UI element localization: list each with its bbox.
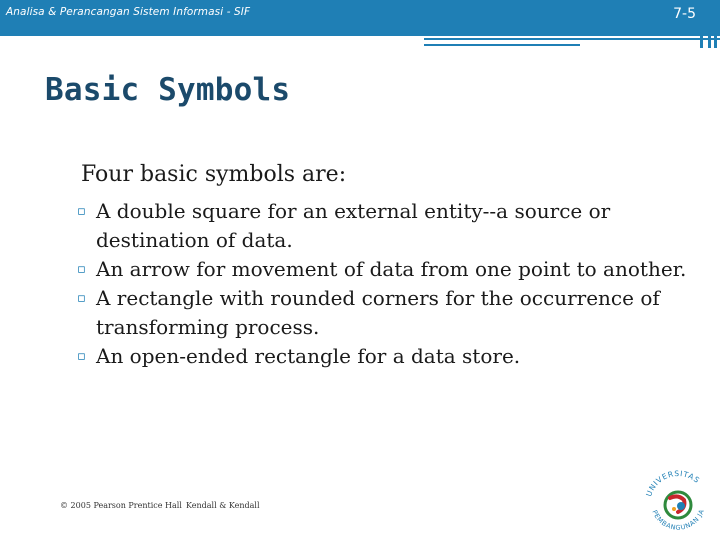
- bullet-item: [74, 342, 694, 371]
- bullet-marker-icon: ▫: [77, 262, 86, 277]
- bullet-text: An open-ended rectangle for a data store.: [96, 344, 521, 368]
- header-decoration-bar: [714, 0, 717, 48]
- bullet-item: [74, 284, 694, 342]
- header-decoration-bar: [708, 0, 711, 48]
- bullet-list: [74, 197, 694, 371]
- footer-authors: Kendall & Kendall: [186, 501, 260, 510]
- university-logo: [640, 458, 716, 538]
- bullet-text: An arrow for movement of data from one point to another.: [96, 257, 687, 281]
- bullet-item: [74, 255, 694, 284]
- bullet-marker-icon: ▫: [77, 349, 86, 364]
- bullet-text: A rectangle with rounded corners for the occurrence of transforming process.: [96, 286, 660, 339]
- header-rule: [424, 44, 580, 46]
- slide-title: Basic Symbols: [45, 72, 291, 108]
- bullet-marker-icon: ▫: [77, 291, 86, 306]
- slide-number: 7-5: [673, 6, 696, 22]
- intro-text: Four basic symbols are:: [81, 162, 347, 187]
- course-title: Analisa & Perancangan Sistem Informasi - SIF: [6, 6, 251, 18]
- bullet-marker-icon: ▫: [77, 204, 86, 219]
- bullet-item: [74, 197, 694, 255]
- bullet-text: A double square for an external entity--a source or destination of data.: [96, 199, 611, 252]
- svg-text:UNIVERSITAS: UNIVERSITAS: [644, 468, 702, 498]
- university-logo-icon: [640, 458, 716, 538]
- header-rule: [424, 38, 720, 40]
- svg-text:PEMBANGUNAN JAYA: PEMBANGUNAN JA: [650, 508, 706, 532]
- header-decoration-bar: [700, 0, 703, 48]
- footer-copyright: © 2005 Pearson Prentice Hall: [60, 501, 182, 510]
